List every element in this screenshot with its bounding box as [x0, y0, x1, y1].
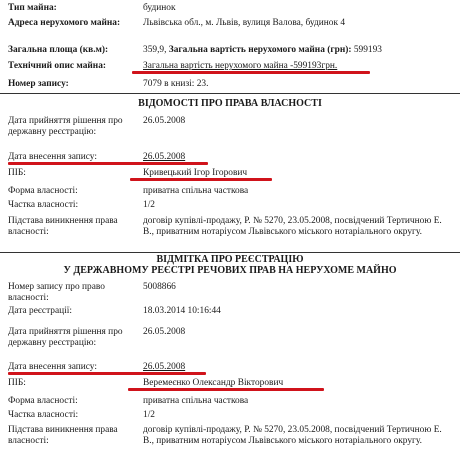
registry-section-title-1: ВІДМІТКА ПРО РЕЄСТРАЦІЮ: [156, 254, 304, 265]
rights-share-label: Частка власності:: [8, 200, 79, 210]
address-label: Адреса нерухомого майна:: [8, 18, 121, 28]
area-and-cost: [143, 45, 382, 56]
registry-form-value: приватна спільна часткова: [143, 396, 249, 406]
property-type-label: Тип майна:: [8, 3, 57, 13]
record-number-value: 7079 в книзі: 23.: [143, 79, 209, 89]
registry-date-value: 18.03.2014 10:16:44: [143, 306, 221, 316]
registry-decision-date-label: Дата прийняття рішення про державну реєстрацію:: [8, 327, 123, 348]
registry-name-label: ПІБ:: [8, 378, 26, 388]
area-value: 359,9,: [143, 45, 167, 55]
red-underline-cost: [132, 71, 370, 74]
rights-decision-date-value: 26.05.2008: [143, 116, 186, 126]
registry-entry-date-value: 26.05.2008: [143, 362, 186, 372]
rights-name-label: ПІБ:: [8, 168, 26, 178]
rights-decision-date-label: Дата прийняття рішення про державну реєстрацію:: [8, 116, 123, 137]
registry-form-label: Форма власності:: [8, 396, 78, 406]
red-underline-entry-date-1: [8, 162, 208, 165]
record-number-label: Номер запису:: [8, 79, 69, 89]
rights-share-value: 1/2: [143, 200, 155, 210]
red-underline-entry-date-2: [8, 372, 206, 375]
registry-decision-date-value: 26.05.2008: [143, 327, 186, 337]
registry-record-number-label: Номер запису про право власності:: [8, 282, 105, 303]
rights-form-value: приватна спільна часткова: [143, 186, 249, 196]
rights-form-label: Форма власності:: [8, 186, 78, 196]
rights-section-title: ВІДОМОСТІ ПРО ПРАВА ВЛАСНОСТІ: [138, 98, 322, 109]
address-value: Львівська обл., м. Львів, вулиця Валова, будинок 4: [143, 18, 346, 28]
registry-name-value: Веремеєнко Олександр Вікторович: [143, 378, 284, 388]
red-underline-owner-2: [128, 388, 324, 391]
red-underline-owner-1: [130, 178, 272, 181]
registry-share-value: 1/2: [143, 410, 155, 420]
area-label: Загальна площа (кв.м):: [8, 45, 109, 55]
rights-entry-date-label: Дата внесення запису:: [8, 152, 97, 162]
rights-name-value: Кривецький Ігор Ігорович: [143, 168, 248, 178]
rights-entry-date-value: 26.05.2008: [143, 152, 186, 162]
tech-description-value: Загальна вартість нерухомого майна -599193грн.: [143, 61, 338, 71]
rights-basis-value: договір купівлі-продажу, Р. № 5270, 23.05.2008, посвідчений Тертичною Е. В., приватним нотаріусом Львівського міського нотаріального округу.: [143, 216, 442, 237]
registry-share-label: Частка власності:: [8, 410, 79, 420]
registry-entry-date-label: Дата внесення запису:: [8, 362, 97, 372]
property-type-value: будинок: [143, 3, 176, 13]
divider-2: [0, 252, 460, 253]
divider-1: [0, 93, 460, 94]
total-cost-value: 599193: [353, 45, 382, 55]
registry-date-label: Дата реєстрації:: [8, 306, 72, 316]
registry-section-title-2: У ДЕРЖАВНОМУ РЕЄСТРІ РЕЧОВИХ ПРАВ НА НЕРУХОМЕ МАЙНО: [63, 265, 397, 276]
registry-basis-value: договір купівлі-продажу, Р. № 5270, 23.05.2008, посвідчений Тертичною Е. В., приватним нотаріусом Львівського міського нотаріального округу.: [143, 425, 442, 446]
rights-basis-label: Підстава виникнення права власності:: [8, 216, 118, 237]
registry-basis-label: Підстава виникнення права власності:: [8, 425, 118, 446]
tech-description-label: Технічний опис майна:: [8, 61, 107, 71]
total-cost-label: Загальна вартість нерухомого майна (грн):: [168, 45, 352, 55]
registry-record-number-value: 5008866: [143, 282, 176, 292]
